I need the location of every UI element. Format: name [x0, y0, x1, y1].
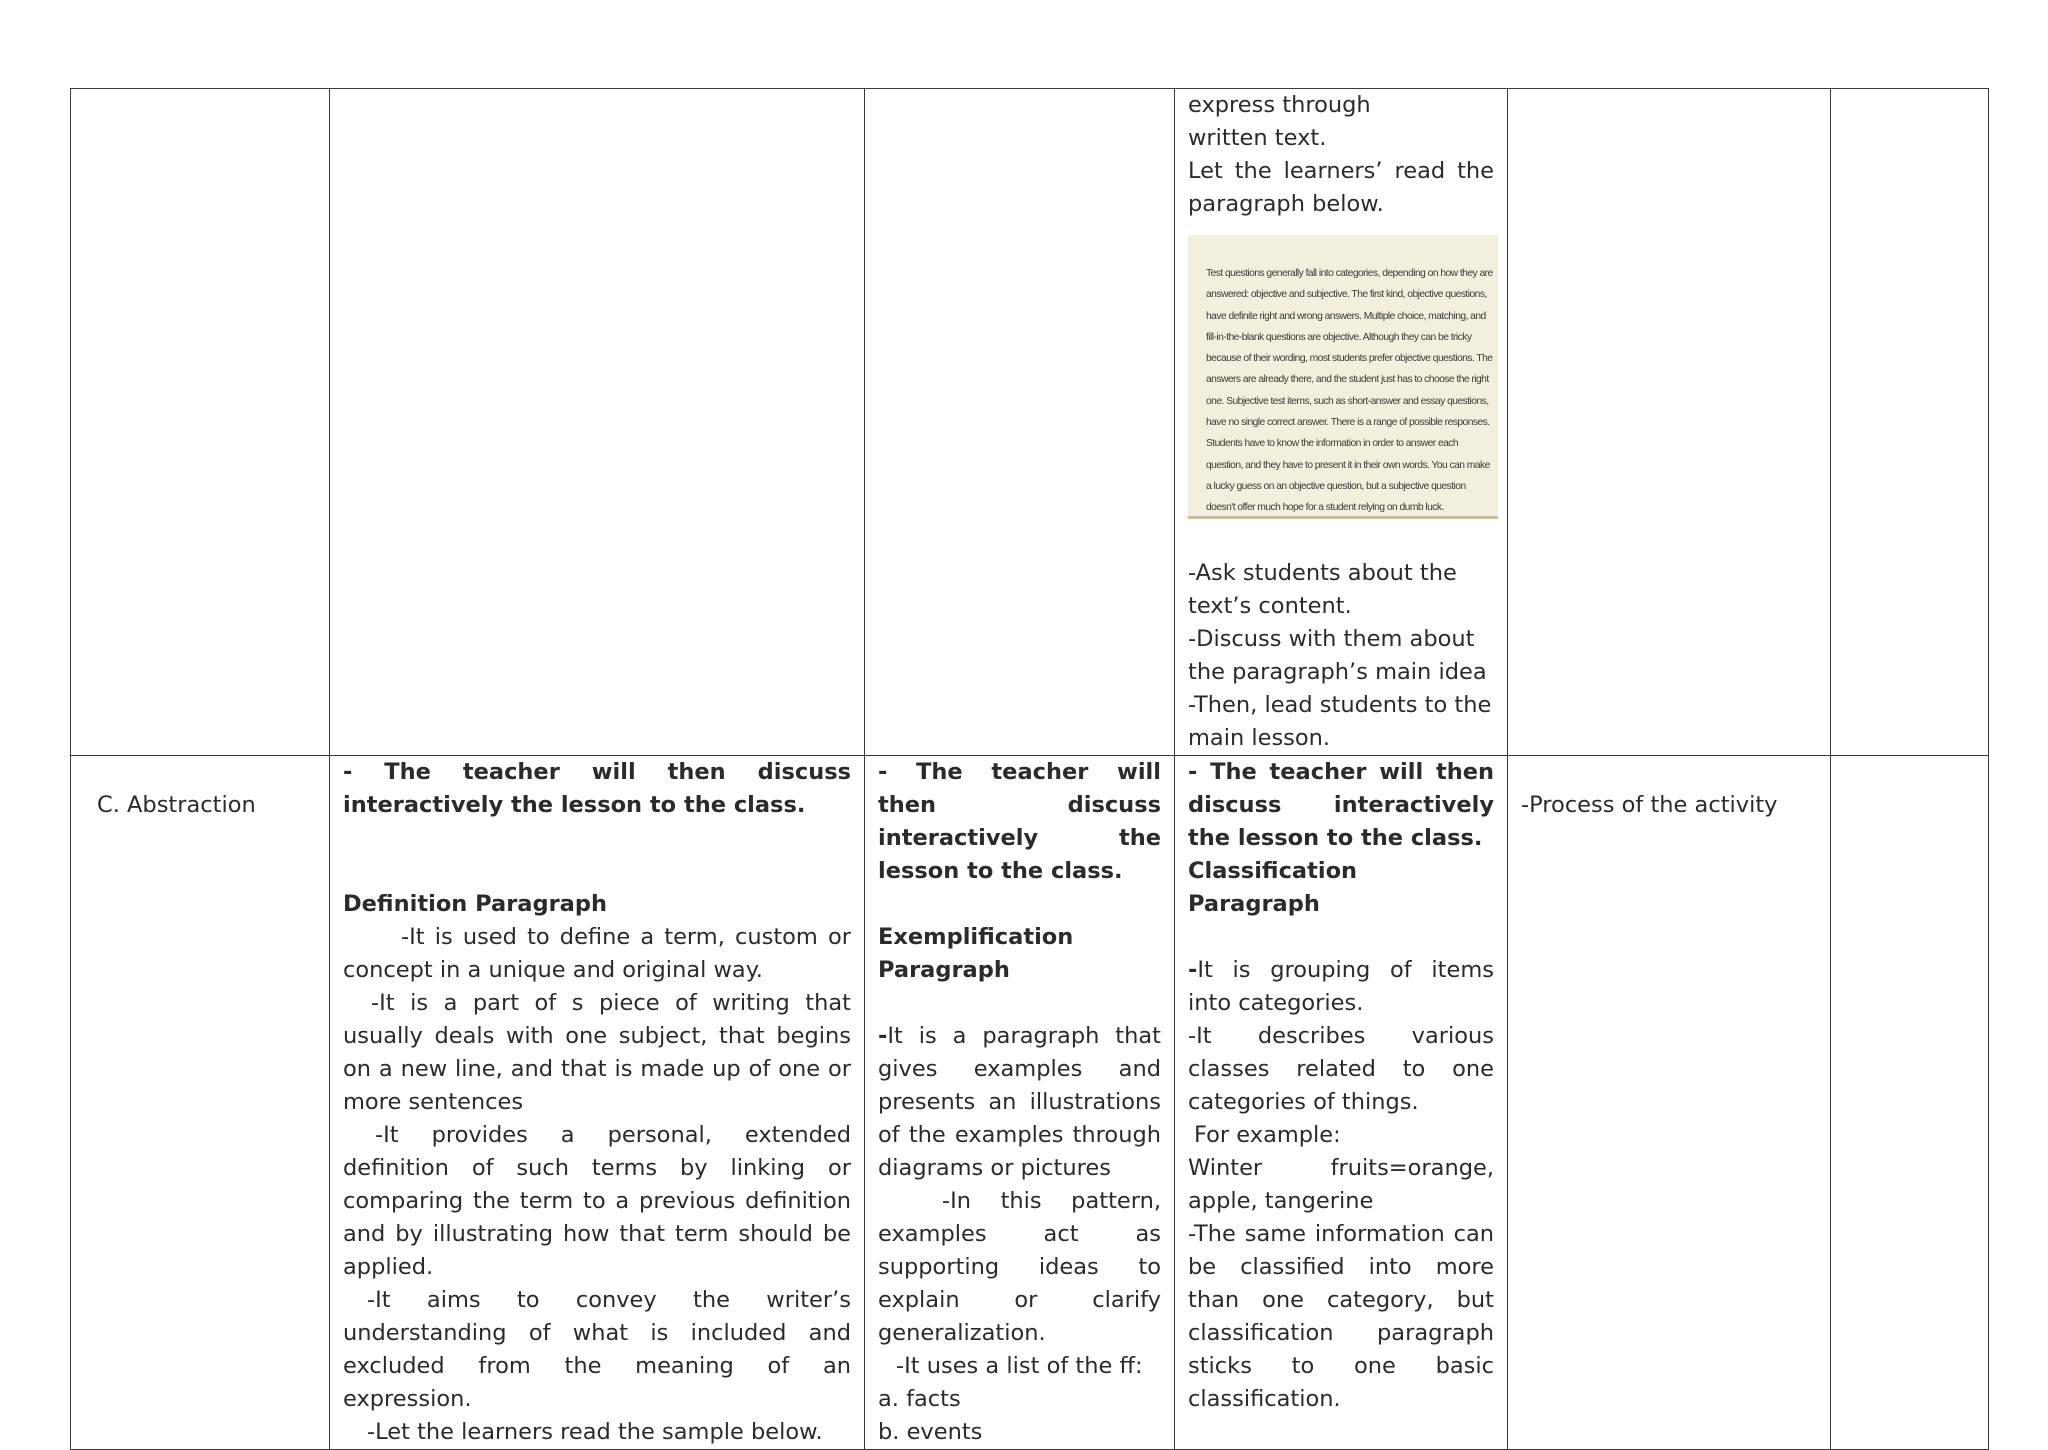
cell-col4 [1175, 89, 1508, 756]
cell-teacher-activity [330, 89, 865, 756]
excerpt-line: question, and they have to present it in their own words. You can make [1206, 459, 1490, 471]
dash: - [1188, 957, 1198, 983]
process-text: -Process of the activity [1521, 792, 1778, 818]
cell-stage [71, 756, 330, 1450]
paragraph [1188, 954, 1494, 1020]
list-item: a. facts [878, 1386, 961, 1412]
paragraph-text: It is a paragraph that gives examples and presents an illustrations of the examples through diagrams or pictures [878, 1023, 1161, 1181]
paragraph: -Let the learners read the sample below. [367, 1419, 823, 1445]
list-item: b. events [878, 1419, 983, 1445]
cell-col6 [1831, 756, 1989, 1450]
excerpt-line: because of their wording, most students prefer objective questions. The [1206, 353, 1493, 365]
cell-col3 [865, 756, 1175, 1450]
excerpt-line: have no single correct answer. There is a range of possible responses. [1206, 417, 1490, 429]
paragraph: -It is used to define a term, custom or concept in a unique and original way. [343, 924, 851, 983]
table-row-abstraction [71, 756, 1989, 1450]
table-row-continuation [71, 89, 1989, 756]
text-line: main lesson. [1188, 725, 1331, 751]
paragraph-text: It is grouping of items into categories. [1188, 957, 1494, 1016]
paragraph: -It describes various classes related to one categories of things. [1188, 1023, 1494, 1115]
cell-teacher-activity [330, 756, 865, 1450]
text-line: express through [1188, 92, 1371, 118]
excerpt-line: answered: objective and subjective. The first kind, objective questions, [1206, 289, 1487, 301]
cell-stage [71, 89, 330, 756]
excerpt-line: Students have to know the information in order to answer each [1206, 438, 1459, 450]
cell-col3 [865, 89, 1175, 756]
excerpt-line: doesn't offer much hope for a student relying on dumb luck. [1206, 502, 1444, 514]
teacher-intro: - The teacher will then discuss interactively the lesson to the class. [878, 759, 1161, 884]
teacher-intro: - The teacher will then discuss interactively the lesson to the class. [343, 759, 851, 818]
paragraph: -It aims to convey the writer’s understanding of what is included and excluded from the meaning of an expression. [343, 1287, 851, 1412]
paragraph: -It provides a personal, extended definition of such terms by linking or comparing the term to a previous definition and by illustrating how that term should be applied. [343, 1122, 851, 1280]
text-line: -Ask students about the [1188, 560, 1457, 586]
excerpt-line: fill-in-the-blank questions are objective. Although they can be tricky [1206, 331, 1472, 343]
text-line: -Discuss with them about [1188, 626, 1475, 652]
example: Winter fruits=orange, apple, tangerine [1188, 1155, 1494, 1214]
lesson-plan-table [70, 88, 1989, 1450]
cell-col6 [1831, 89, 1989, 756]
excerpt-line: one. Subjective test items, such as short-answer and essay questions, [1206, 395, 1489, 407]
excerpt-line: a lucky guess on an objective question, but a subjective question [1206, 480, 1466, 492]
section-heading: Exemplification Paragraph [878, 924, 1074, 983]
text-line: -Then, lead students to the [1188, 692, 1492, 718]
paragraph [878, 1020, 1161, 1185]
excerpt-line: Test questions generally fall into categories, depending on how they are [1206, 268, 1493, 279]
paragraph: -In this pattern, examples act as supporting ideas to explain or clarify generalization. [878, 1188, 1161, 1346]
paragraph: -It uses a list of the ff: [896, 1353, 1143, 1379]
text-line: text’s content. [1188, 593, 1352, 619]
excerpt-line: answers are already there, and the student just has to choose the right [1206, 374, 1489, 386]
section-heading: Definition Paragraph [343, 891, 607, 917]
cell-col5 [1508, 756, 1831, 1450]
text-line: written text. [1188, 125, 1327, 151]
excerpt-line: have definite right and wrong answers. Multiple choice, matching, and [1206, 310, 1486, 322]
dash: - [878, 1023, 888, 1049]
section-heading: Classification Paragraph [1188, 858, 1358, 917]
teacher-intro: - The teacher will then discuss interactively the lesson to the class. [1188, 759, 1494, 851]
example-label: For example: [1194, 1122, 1341, 1148]
cell-col5 [1508, 89, 1831, 756]
paragraph: -The same information can be classified into more than one category, but classification paragraph sticks to one basic classification. [1188, 1221, 1494, 1412]
stage-label: C. Abstraction [97, 792, 256, 818]
cell-col4 [1175, 756, 1508, 1450]
paragraph: -It is a part of s piece of writing that usually deals with one subject, that begins on a new line, and that is made up of one or more sentences [343, 990, 851, 1115]
text-line: the paragraph’s main idea [1188, 659, 1487, 685]
instruction-text: Let the learners’ read the paragraph below. [1188, 158, 1494, 217]
sample-paragraph-image [1188, 235, 1498, 519]
